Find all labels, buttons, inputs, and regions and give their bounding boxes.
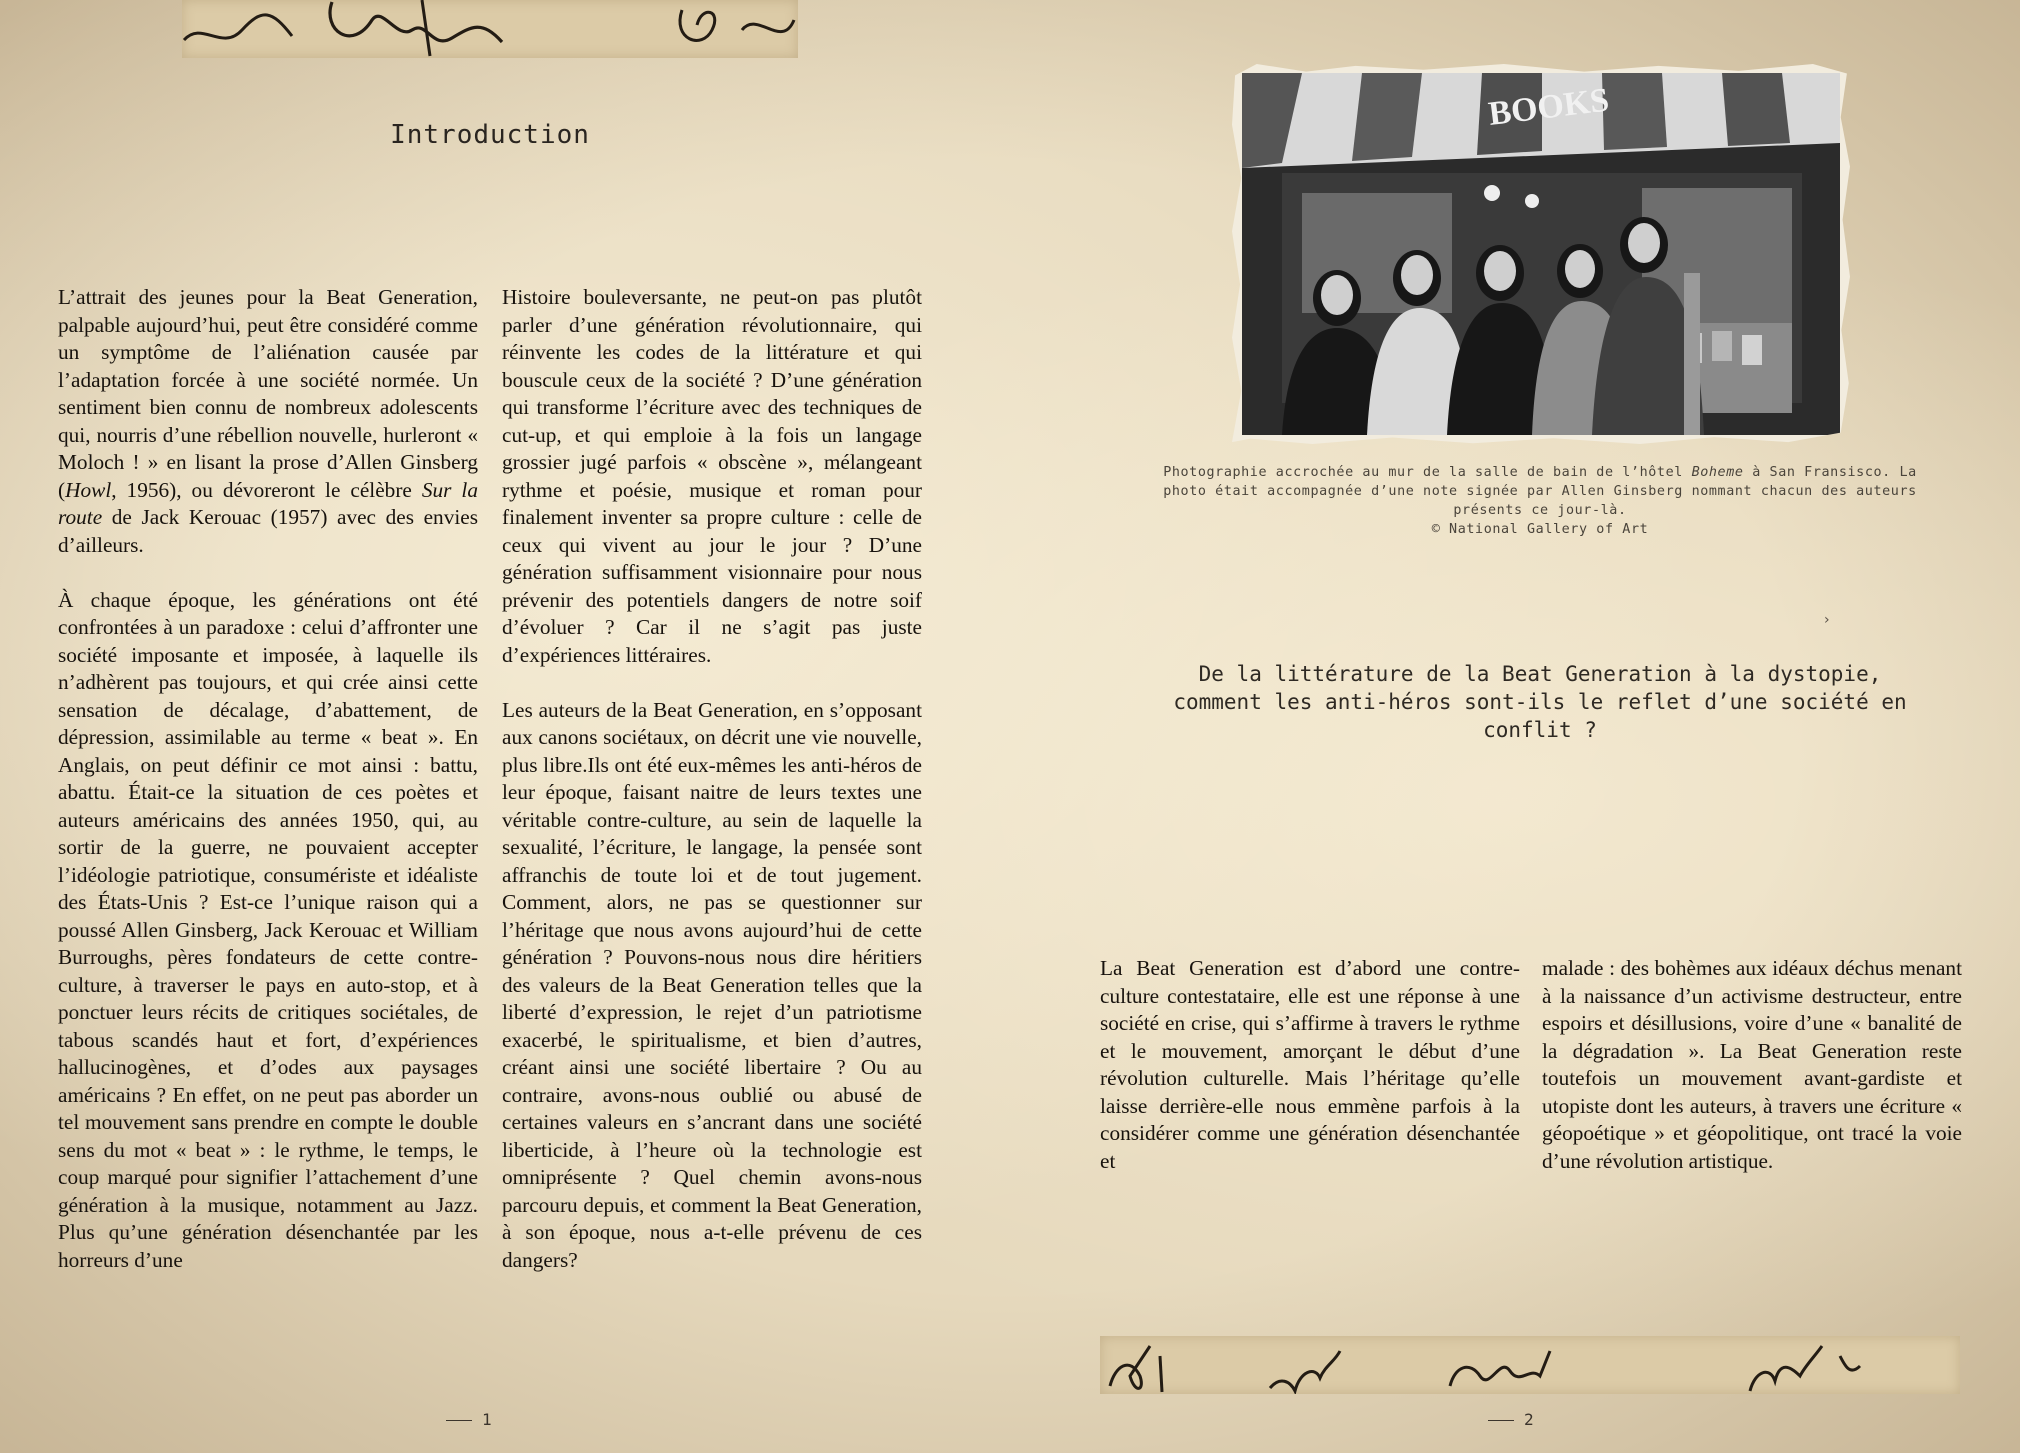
page-title: Introduction — [390, 120, 590, 150]
page-number-left: 1 — [446, 1410, 492, 1429]
page-number-right: 2 — [1488, 1410, 1534, 1429]
right-page — [1010, 0, 2020, 1453]
books-sign: BOOKS — [1486, 81, 1612, 133]
caption-credit: © National Gallery of Art — [1431, 522, 1649, 537]
chevron-right-icon: › — [1824, 612, 1830, 628]
text-column-2 — [502, 284, 922, 1302]
paragraph: Histoire bouleversante, ne peut-on pas plutôt parler d’une génération révolutionnaire, qui réinvente les codes de la littérature et qui bouscule ceux de la société ? D’une génération qui transforme l’écriture avec des techniques de cut-up, et qui emploie à la fois un langage grossier jugé parfois « obscène », mélangeant rythme et poésie, musique et roman pour finalement inventer sa propre culture : celle de ceux qui vivent au jour le jour ? D’une génération suffisamment visionnaire pour nous prévenir des potentiels dangers de notre soif d’évoluer ? Car il ne s’agit pas juste d’expériences littéraires. — [502, 285, 922, 667]
paragraph: Les auteurs de la Beat Generation, en s’opposant aux canons sociétaux, on décrit une vie nouvelle, plus libre.Ils ont été eux-mêmes les anti-héros de leur époque, faisant naitre de leurs textes une véritable contre-culture, au sein de laquelle la sexualité, l’écriture, le langage, la pensée sont affranchis de toute loi et de tout jugement. Comment, alors, ne pas se questionner sur l’héritage que nous avons aujourd’hui de cette génération ? Pouvons-nous nous dire héritiers des valeurs de la Beat Generation telles que la liberté d’expression, le rejet d’un patriotisme exacerbé, le spiritualisme, et bien d’autres, créant ainsi une société libertaire ? Ou au contraire, avons-nous oublié ou abusé de certaines valeurs en s’ancrant dans une société liberticide, à l’heure où la technologie est omniprésente ? Quel chemin avons-nous parcouru depuis, et comment la Beat Generation, à son époque, nous a-t-elle prévenu de ces dangers? — [502, 697, 922, 1272]
bookstore-photograph — [1232, 64, 1850, 444]
paragraph: L’attrait des jeunes pour la Beat Generation, palpable aujourd’hui, peut être considéré comme un symptôme de l’aliénation causée par l’adaptation forcée à une société normée. Un sentiment bien connu de nombreux adolescents qui, nourris d’une rébellion nouvelle, hurleront « Moloch ! » en lisant la prose d’Allen Ginsberg (Howl, 1956), ou dévoreront le célèbre Sur la route de Jack Kerouac (1957) avec des envies d’ailleurs. — [58, 285, 478, 557]
text-column-3: La Beat Generation est d’abord une contre-culture contestataire, elle est une réponse à une société en crise, qui s’affirme à travers le rythme et le mouvement, amorçant le début d’une révolution culturelle. Mais l’héritage qu’elle laisse derrière-elle nous emmène parfois à la considérer comme une génération désenchantée et — [1100, 956, 1520, 1173]
text-column-1 — [58, 284, 478, 1302]
handwriting-strip-bottom — [1100, 1336, 1960, 1394]
caption-text: Photographie accrochée au mur de la salle de bain de l’hôtel Boheme à San Fransisco. La photo était accompagnée d’une note signée par Allen Ginsberg nommant chacun des auteurs présents ce jour-là. — [1163, 465, 1917, 518]
text-column-4: malade : des bohèmes aux idéaux déchus menant à la naissance d’un activisme destructeur, entre espoirs et désillusions, voire d’une « banalité de la dégradation ». La Beat Generation reste toutefois un mouvement avant-gardiste et utopiste dont les auteurs, à travers une écriture « géopoétique » et géopolitique, ont tracé la voie d’une révolution artistique. — [1542, 956, 1962, 1173]
photo-caption — [1160, 463, 1920, 539]
paragraph: À chaque époque, les générations ont été confrontées à un paradoxe : celui d’affronter une société imposante et imposée, à laquelle ils n’adhèrent pas toujours, et qui crée ainsi cette sensation de décalage, d’abattement, de dépression, assimilable au terme « beat ». En Anglais, on peut définir ce mot ainsi : battu, abattu. Était-ce la situation de ces poètes et auteurs américains des années 1950, qui, au sortir de la guerre, ne pouvaient accepter l’idéologie patriotique, consumériste et idéaliste des États-Unis ? Est-ce l’unique raison qui a poussé Allen Ginsberg, Jack Kerouac et William Burroughs, pères fondateurs de cette contre-culture, à traverser le pays en auto-stop, et à ponctuer leurs récits de critiques sociétales, de tabous scandés haut et fort, d’expériences hallucinogènes, et d’odes aux paysages américains ? En effet, on ne peut pas aborder un tel mouvement sans prendre en compte le double sens du mot « beat » : le rythme, le temps, le coup marqué pour signifier l’attachement d’une génération à la musique, notamment au Jazz. Plus qu’une génération désenchantée par les horreurs d’une — [58, 587, 478, 1272]
problematic-question: De la littérature de la Beat Generation à la dystopie, comment les anti-héros sont-ils le reflet d’une société en conflit ? — [1173, 662, 1907, 742]
handwriting-strip-top — [182, 0, 798, 58]
